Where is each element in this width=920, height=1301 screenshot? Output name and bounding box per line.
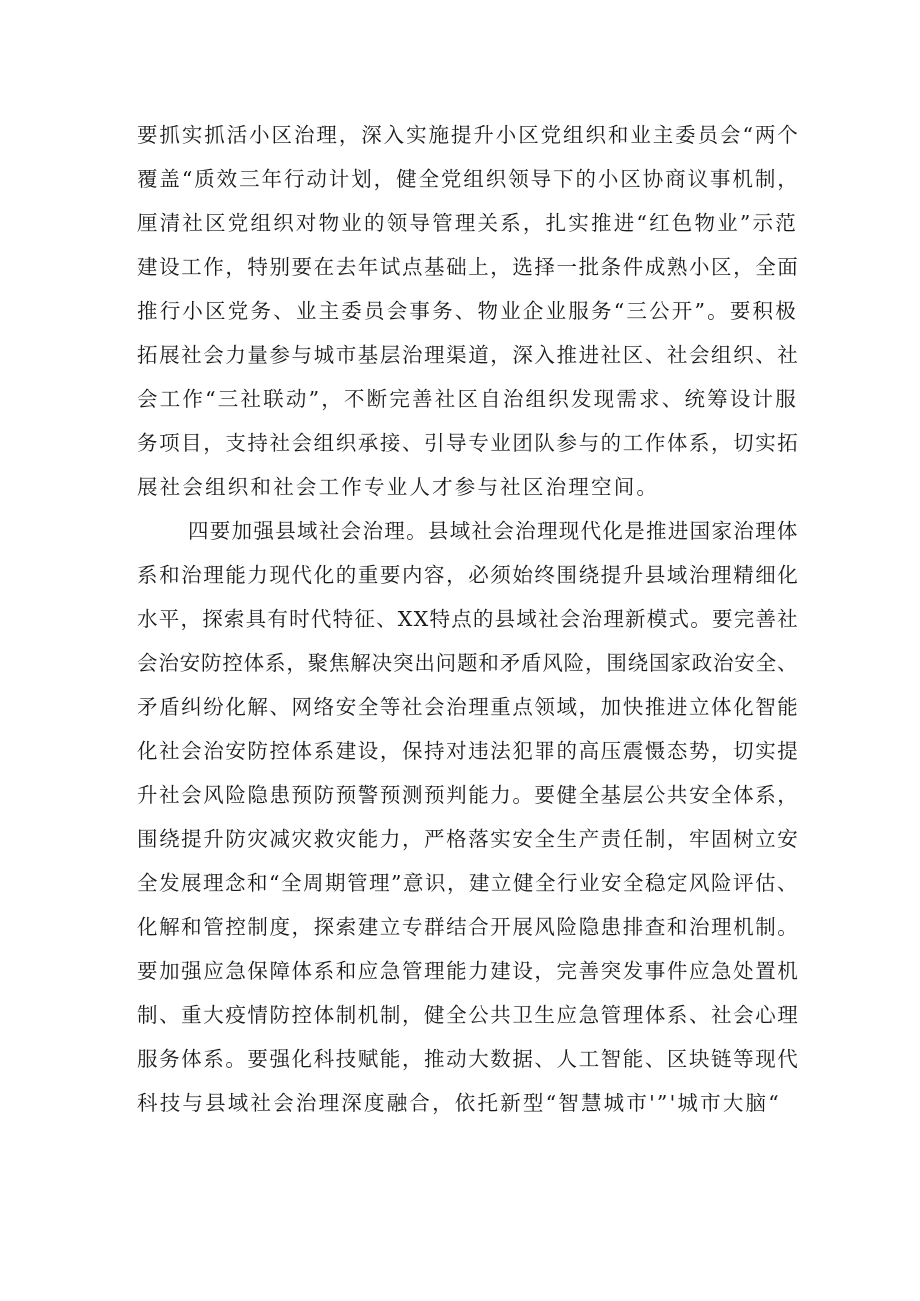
paragraph-2-line: 会治安防控体系，聚焦解决突出问题和矛盾风险，围绕国家政治安全、 (137, 651, 799, 675)
paragraph-2-line: 四要加强县域社会治理。县域社会治理现代化是推进国家治理体 (188, 519, 799, 543)
paragraph-2-line: 化解和管控制度，探索建立专群结合开展风险隐患排查和治理机制。 (137, 915, 800, 939)
paragraph-2-line: 化社会治安防控体系建设，保持对违法犯罪的高压震慑态势，切实提 (137, 739, 800, 763)
paragraph-1-line: 建设工作，特别要在去年试点基础上，选择一批条件成熟小区，全面 (137, 255, 800, 279)
paragraph-1-line: 覆盖“质效三年行动计划，健全党组织领导下的小区协商议事机制， (137, 167, 800, 191)
paragraph-2-line: 制、重大疫情防控体制机制，健全公共卫生应急管理体系、社会心理 (137, 1003, 800, 1027)
paragraph-2-line: 科技与县域社会治理深度融合，依托新型“智慧城市'”'城市大脑“ (137, 1091, 781, 1115)
paragraph-2-line: 要加强应急保障体系和应急管理能力建设，完善突发事件应急处置机 (137, 959, 800, 983)
paragraph-2-line: 升社会风险隐患预防预警预测预判能力。要健全基层公共安全体系， (137, 783, 800, 807)
paragraph-1-line: 会工作“三社联动”，不断完善社区自治组织发现需求、统筹设计服 (137, 387, 798, 411)
paragraph-1-line: 展社会组织和社会工作专业人才参与社区治理空间。 (137, 475, 660, 499)
paragraph-1-line: 厘清社区党组织对物业的领导管理关系，扎实推进“红色物业”示范 (137, 211, 798, 235)
paragraph-1-line: 推行小区党务、业主委员会事务、物业企业服务“三公开”。要积极 (137, 299, 798, 323)
paragraph-2-line: 围绕提升防灾减灾救灾能力，严格落实安全生产责任制，牢固树立安 (137, 827, 800, 851)
paragraph-2-line: 全发展理念和“全周期管理”意识，建立健全行业安全稳定风险评估、 (137, 871, 799, 895)
paragraph-2-line: 矛盾纠纷化解、网络安全等社会治理重点领域，加快推进立体化智能 (137, 695, 800, 719)
paragraph-2-line: 系和治理能力现代化的重要内容，必须始终围绕提升县域治理精细化 (137, 563, 800, 587)
paragraph-1-line: 拓展社会力量参与城市基层治理渠道，深入推进社区、社会组织、社 (137, 343, 800, 367)
paragraph-1-line: 要抓实抓活小区治理，深入实施提升小区党组织和业主委员会“两个 (137, 123, 800, 147)
paragraph-2-line: 服务体系。要强化科技赋能，推动大数据、人工智能、区块链等现代 (137, 1047, 800, 1071)
paragraph-2-line: 水平，探索具有时代特征、XX特点的县域社会治理新模式。要完善社 (137, 607, 799, 631)
paragraph-1-line: 务项目，支持社会组织承接、引导专业团队参与的工作体系，切实拓 (137, 431, 800, 455)
